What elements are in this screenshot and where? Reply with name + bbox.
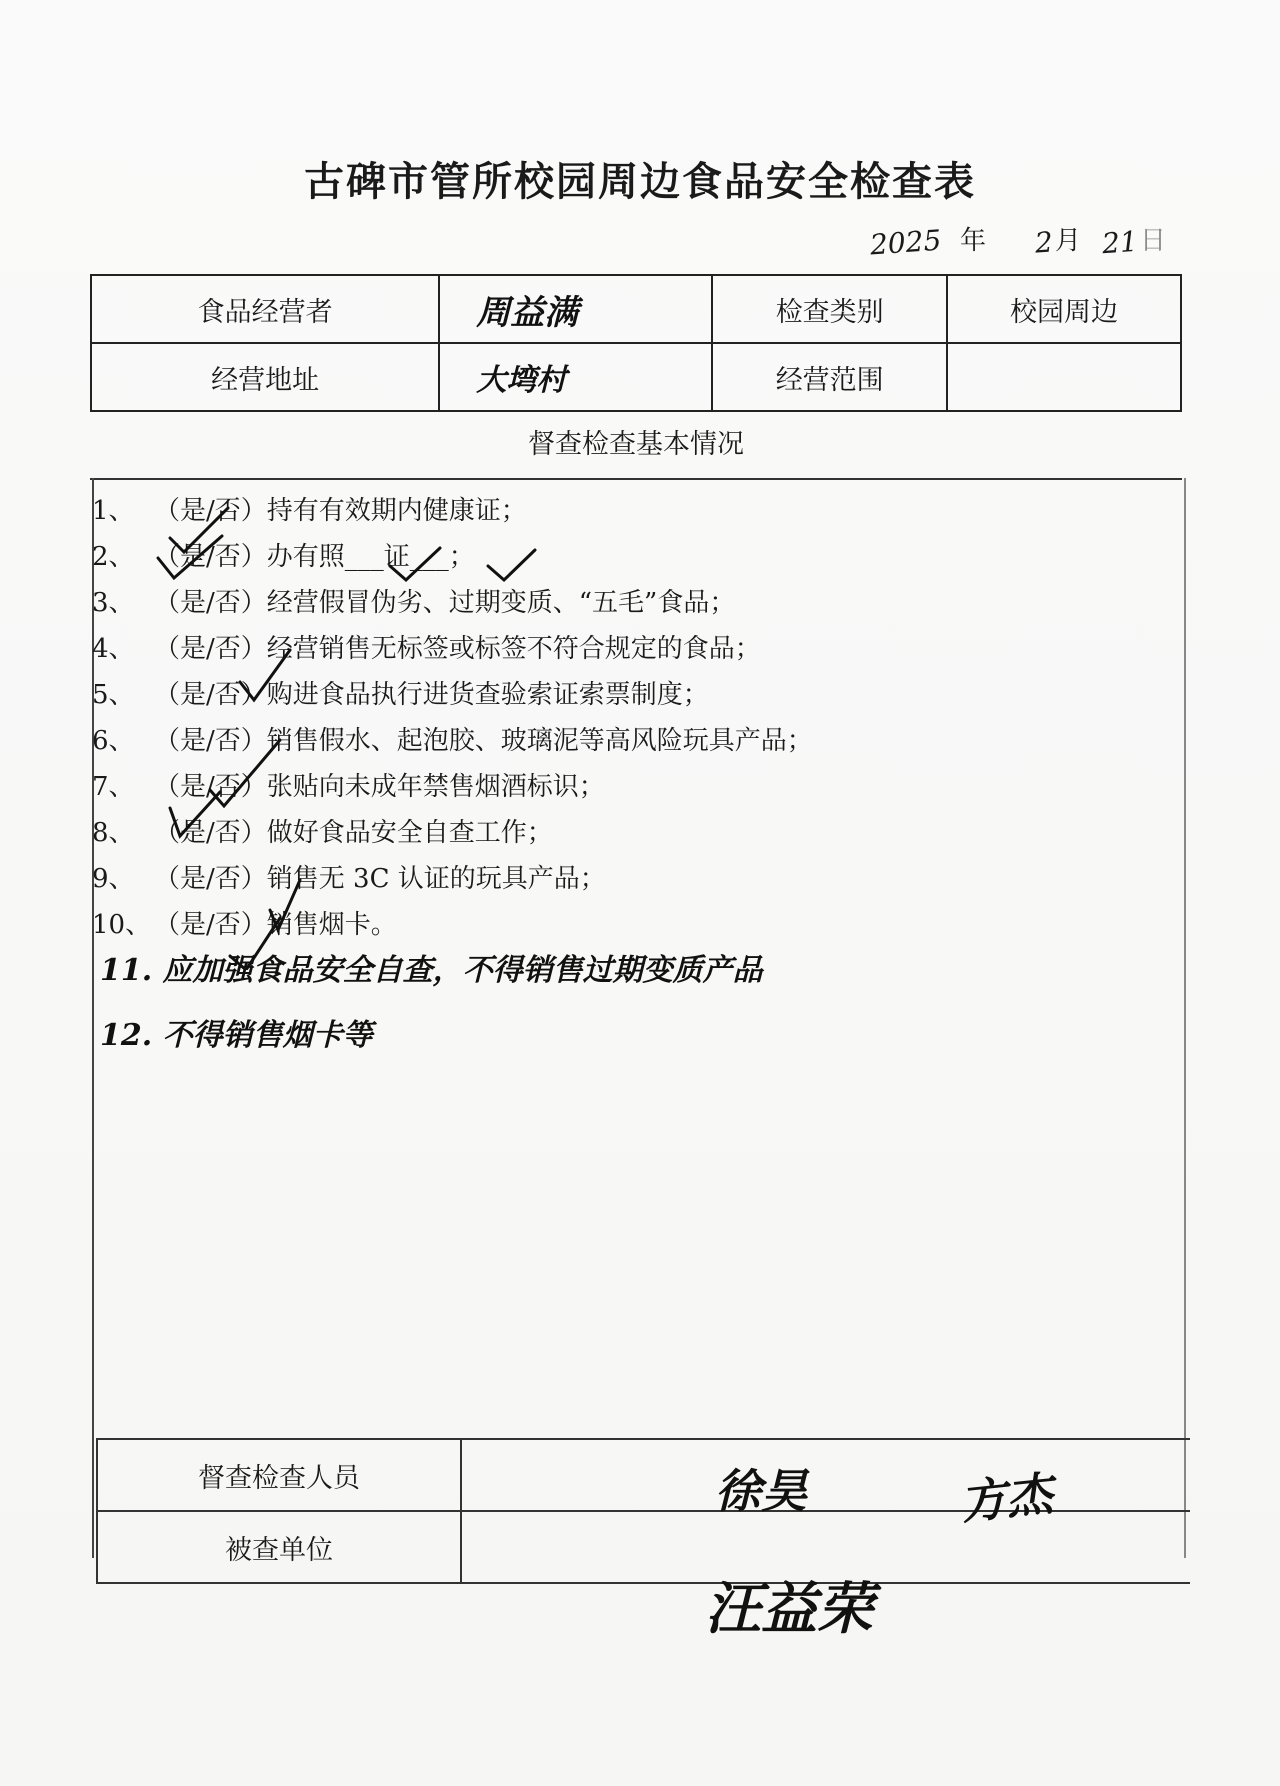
operator-label: 食品经营者: [91, 275, 439, 343]
inspector-signature-2: 方杰: [957, 1466, 1055, 1530]
scope-label: 经营范围: [712, 343, 947, 411]
frame-right-line: [1184, 478, 1186, 1558]
checklist-item-6: 6、 （是/否）销售假水、起泡胶、玻璃泥等高风险玩具产品；: [92, 726, 813, 756]
checklist-item-9: 9、 （是/否）销售无 3C 认证的玩具产品；: [92, 864, 606, 894]
handwritten-item-12: 12. 不得销售烟卡等: [100, 1018, 373, 1053]
check-mark-item-2-license: [390, 548, 440, 580]
check-mark-item-2: [158, 536, 222, 578]
date-day-label: 日: [1140, 226, 1167, 256]
check-mark-item-2-cert: [488, 550, 535, 580]
checklist-item-10: 10、 （是/否）销售烟卡。: [92, 910, 397, 940]
checklist-item-2: 2、 （是/否）办有照___证___；: [92, 542, 475, 572]
check-marks-overlay: [150, 500, 850, 970]
scope-value: [947, 343, 1181, 411]
section-title: 督查检查基本情况: [90, 412, 1182, 480]
date-month-label: 月: [1055, 226, 1082, 256]
checklist-item-7: 7、 （是/否）张贴向未成年禁售烟酒标识；: [92, 772, 605, 802]
inspector-signature-cell: [461, 1439, 1190, 1511]
form-title: 古碑市管所校园周边食品安全检查表: [304, 159, 976, 205]
handwritten-item-11: 11. 应加强食品安全自查，不得销售过期变质产品: [100, 953, 763, 988]
unit-label: 被查单位: [97, 1511, 461, 1583]
info-table: [90, 274, 1182, 412]
inspector-label: 督查检查人员: [97, 1439, 461, 1511]
check-mark-item-7: [170, 792, 220, 836]
category-value: 校园周边: [947, 275, 1181, 343]
date-year-label: 年: [960, 226, 987, 256]
address-label: 经营地址: [91, 343, 439, 411]
checklist-item-1: 1、 （是/否）持有有效期内健康证；: [92, 496, 527, 526]
inspector-signature-1: 徐昊: [715, 1464, 807, 1518]
check-mark-item-6: [210, 740, 280, 806]
checklist-item-8: 8、 （是/否）做好食品安全自查工作；: [92, 818, 553, 848]
category-label: 检查类别: [712, 275, 947, 343]
check-mark-item-4: [240, 650, 290, 700]
date-day-value: 21: [1100, 224, 1139, 261]
check-mark-item-9: [270, 880, 300, 930]
date-month-value: 2: [1033, 225, 1054, 260]
date-year-value: 2025: [868, 223, 943, 262]
operator-value: 周益满: [439, 275, 712, 343]
check-mark-item-1: [170, 508, 228, 552]
address-value: 大塆村: [439, 343, 712, 411]
checklist-item-5: 5、 （是/否）购进食品执行进货查验索证索票制度；: [92, 680, 709, 710]
checklist-item-3: 3、 （是/否）经营假冒伪劣、过期变质、“五毛”食品；: [92, 588, 736, 618]
unit-signature: 汪益荣: [705, 1576, 873, 1642]
checklist-item-4: 4、 （是/否）经营销售无标签或标签不符合规定的食品；: [92, 634, 761, 664]
date-line: [870, 220, 1170, 270]
